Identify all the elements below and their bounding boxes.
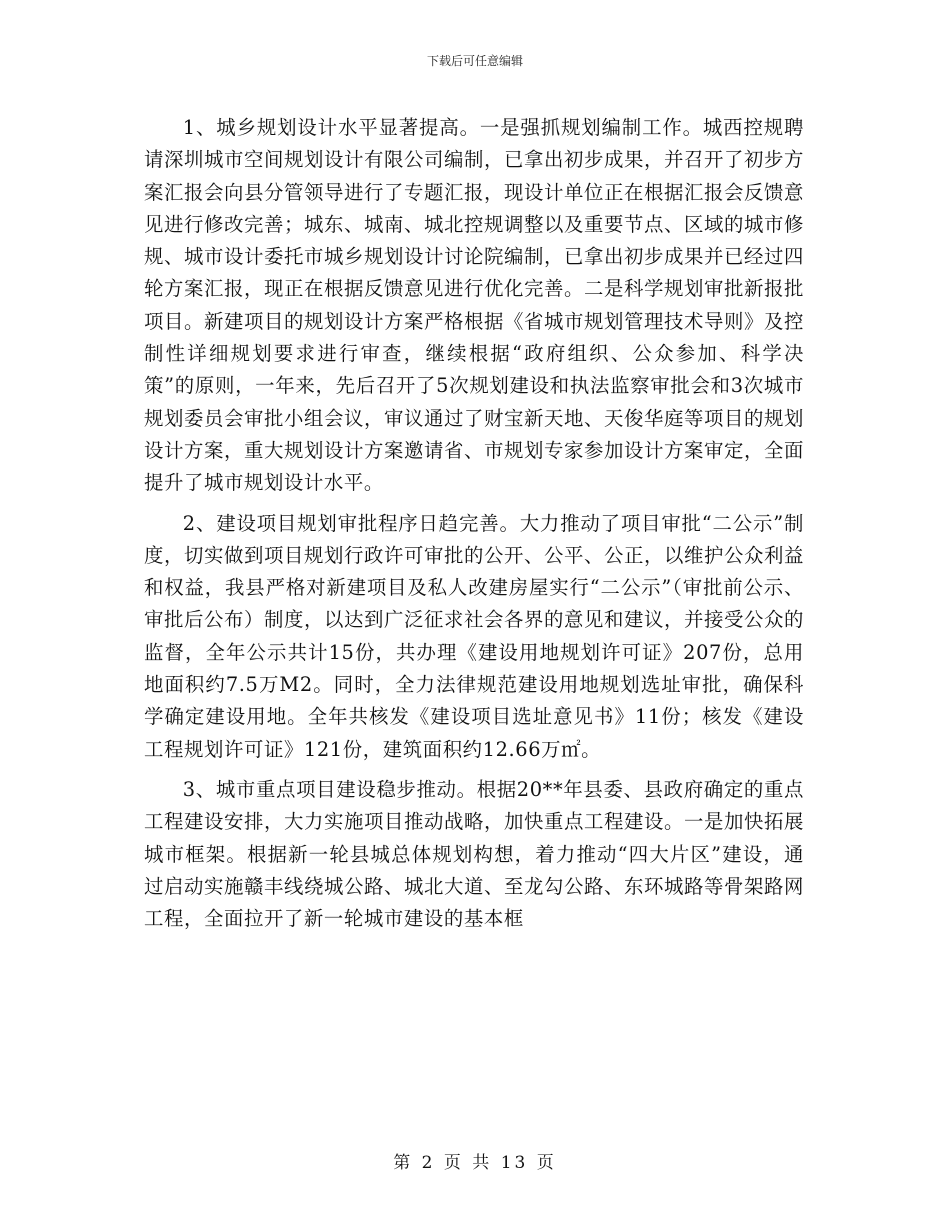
paragraph-2: 2、建设项目规划审批程序日趋完善。大力推动了项目审批“二公示”制度，切实做到项目规划行政许可审批的公开、公平、公正，以维护公众利益和权益，我县严格对新建项目及私人改建房屋实行“二公示”（审批前公示、审批后公布）制度，以达到广泛征求社会各界的意见和建议，并接受公众的监督，全年公示共计15份，共办理《建设用地规划许可证》207份，总用地面积约7.5万M2。同时，全力法律规范建设用地规划选址审批，确保科学确定建设用地。全年共核发《建设项目选址意见书》11份；核发《建设工程规划许可证》121份，建筑面积约12.66万㎡。 — [144, 511, 804, 761]
paragraph-3: 3、城市重点项目建设稳步推动。根据20**年县委、县政府确定的重点工程建设安排，大力实施项目推动战略，加快重点工程建设。一是加快拓展城市框架。根据新一轮县城总体规划构想，着力推动“四大片区”建设，通过启动实施赣丰线绕城公路、城北大道、至龙勾公路、东环城路等骨架路网工程，全面拉开了新一轮城市建设的基本框 — [144, 777, 804, 931]
document-body — [144, 112, 804, 943]
page-number-footer: 第 2 页 共 13 页 — [393, 1153, 557, 1173]
paragraph-1: 1、城乡规划设计水平显著提高。一是强抓规划编制工作。城西控规聘请深圳城市空间规划设计有限公司编制，已拿出初步成果，并召开了初步方案汇报会向县分管领导进行了专题汇报，现设计单位正在根据汇报会反馈意见进行修改完善；城东、城南、城北控规调整以及重要节点、区域的城市修规、城市设计委托市城乡规划设计讨论院编制，已拿出初步成果并已经过四轮方案汇报，现正在根据反馈意见进行优化完善。二是科学规划审批新报批项目。新建项目的规划设计方案严格根据《省城市规划管理技术导则》及控制性详细规划要求进行审查，继续根据“政府组织、公众参加、科学决策”的原则，一年来，先后召开了5次规划建设和执法监察审批会和3次城市规划委员会审批小组会议，审议通过了财宝新天地、天俊华庭等项目的规划设计方案，重大规划设计方案邀请省、市规划专家参加设计方案审定，全面提升了城市规划设计水平。 — [144, 116, 804, 495]
header-note: 下载后可任意编辑 — [426, 54, 523, 68]
